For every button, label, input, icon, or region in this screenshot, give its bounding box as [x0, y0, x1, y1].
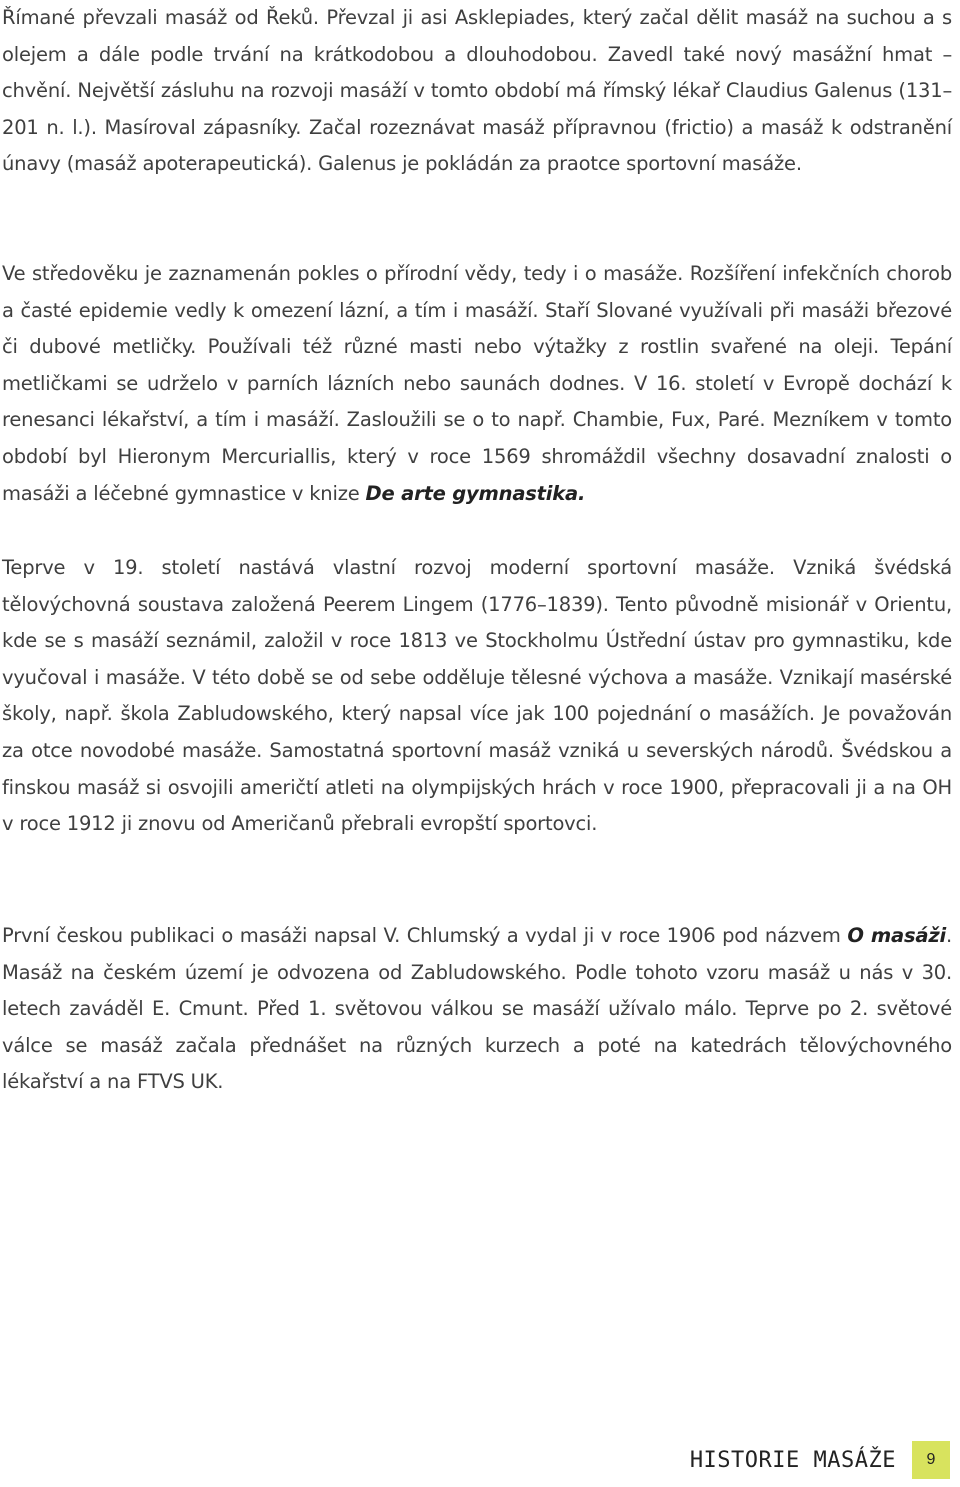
paragraph-body-rest: . Masáž na českém území je odvozena od Zabludowského. Podle tohoto vzoru masáž u nás v 30. letech zaváděl E. Cmunt. Před 1. světovou válkou se masáží užívalo málo. Teprve po 2. světové válce se masáž začala přednášet na různých kurzech a poté na katedrách tělovýchovného lékařství a na FTVS UK. [2, 924, 953, 1094]
paragraph-middle-ages [2, 256, 952, 512]
section-title: HISTORIE MASÁŽE [689, 1447, 896, 1473]
paragraph-roman-massage [2, 0, 952, 183]
paragraph-body: Ve středověku je zaznamenán pokles o přírodní vědy, tedy i o masáže. Rozšíření infekčních chorob a časté epidemie vedly k omezení lázní, a tím i masáží. Staří Slované využívali při masáži březové či dubové metličky. Používali též různé masti nebo výtažky z rostlin svařené na oleji. Tepání metličkami se udrželo v parních lázních nebo saunách dodnes. V 16. století v Evropě dochází k renesanci lékařství, a tím i masáží. Zasloužili se o to např. Chambie, Fux, Paré. Mezníkem v tomto období byl Hieronym Mercuriallis, který v roce 1569 shromáždil všechny dosavadní znalosti o masáži a léčebné gymnastice v knize [2, 262, 952, 505]
paragraph-text: Teprve v 19. století nastává vlastní rozvoj moderní sportovní masáže. Vzniká švédská tělovýchovná soustava založená Peerem Lingem (1776–1839). Tento původně misionář v Orientu, kde se s masáží seznámil, založil v roce 1813 ve Stockholmu Ústřední ústav pro gymnastiku, kde vyučoval i masáže. V této době se od sebe odděluje tělesné výchova a masáže. Vznikají masérské školy, např. škola Zabludowského, který napsal více jak 100 pojednání o masážích. Je považován za otce novodobé masáže. Samostatná sportovní masáž vzniká u severských národů. Švédskou a finskou masáž si osvojili američtí atleti na olympijských hrách v roce 1900, přepracovali ji a na OH v roce 1912 ji znovu od Američanů přebrali evropští sportovci. [2, 556, 952, 836]
page-number-badge: 9 [912, 1441, 950, 1479]
book-title-de-arte-gymnastika: De arte gymnastika. [365, 481, 586, 505]
paragraph-text [2, 918, 952, 1101]
page-footer [690, 1440, 950, 1480]
paragraph-text: Římané převzali masáž od Řeků. Převzal ji asi Asklepiades, který začal dělit masáž na suchou a s olejem a dále podle trvání na krátkodobou a dlouhodobou. Zavedl také nový masážní hmat – chvění. Největší zásluhu na rozvoji masáží v tomto období má římský lékař Claudius Galenus (131–201 n. l.). Masíroval zápasníky. Začal rozeznávat masáž přípravnou (frictio) a masáž k odstranění únavy (masáž apoterapeutická). Galenus je pokládán za praotce sportovní masáže. [2, 6, 952, 176]
paragraph-czech-publication [2, 918, 952, 1101]
paragraph-body-start: První českou publikaci o masáži napsal V. Chlumský a vydal ji v roce 1906 pod názvem [2, 924, 848, 947]
book-title-o-masazi: O masáži [847, 924, 947, 947]
paragraph-text [2, 256, 952, 512]
paragraph-19th-century [2, 550, 952, 843]
